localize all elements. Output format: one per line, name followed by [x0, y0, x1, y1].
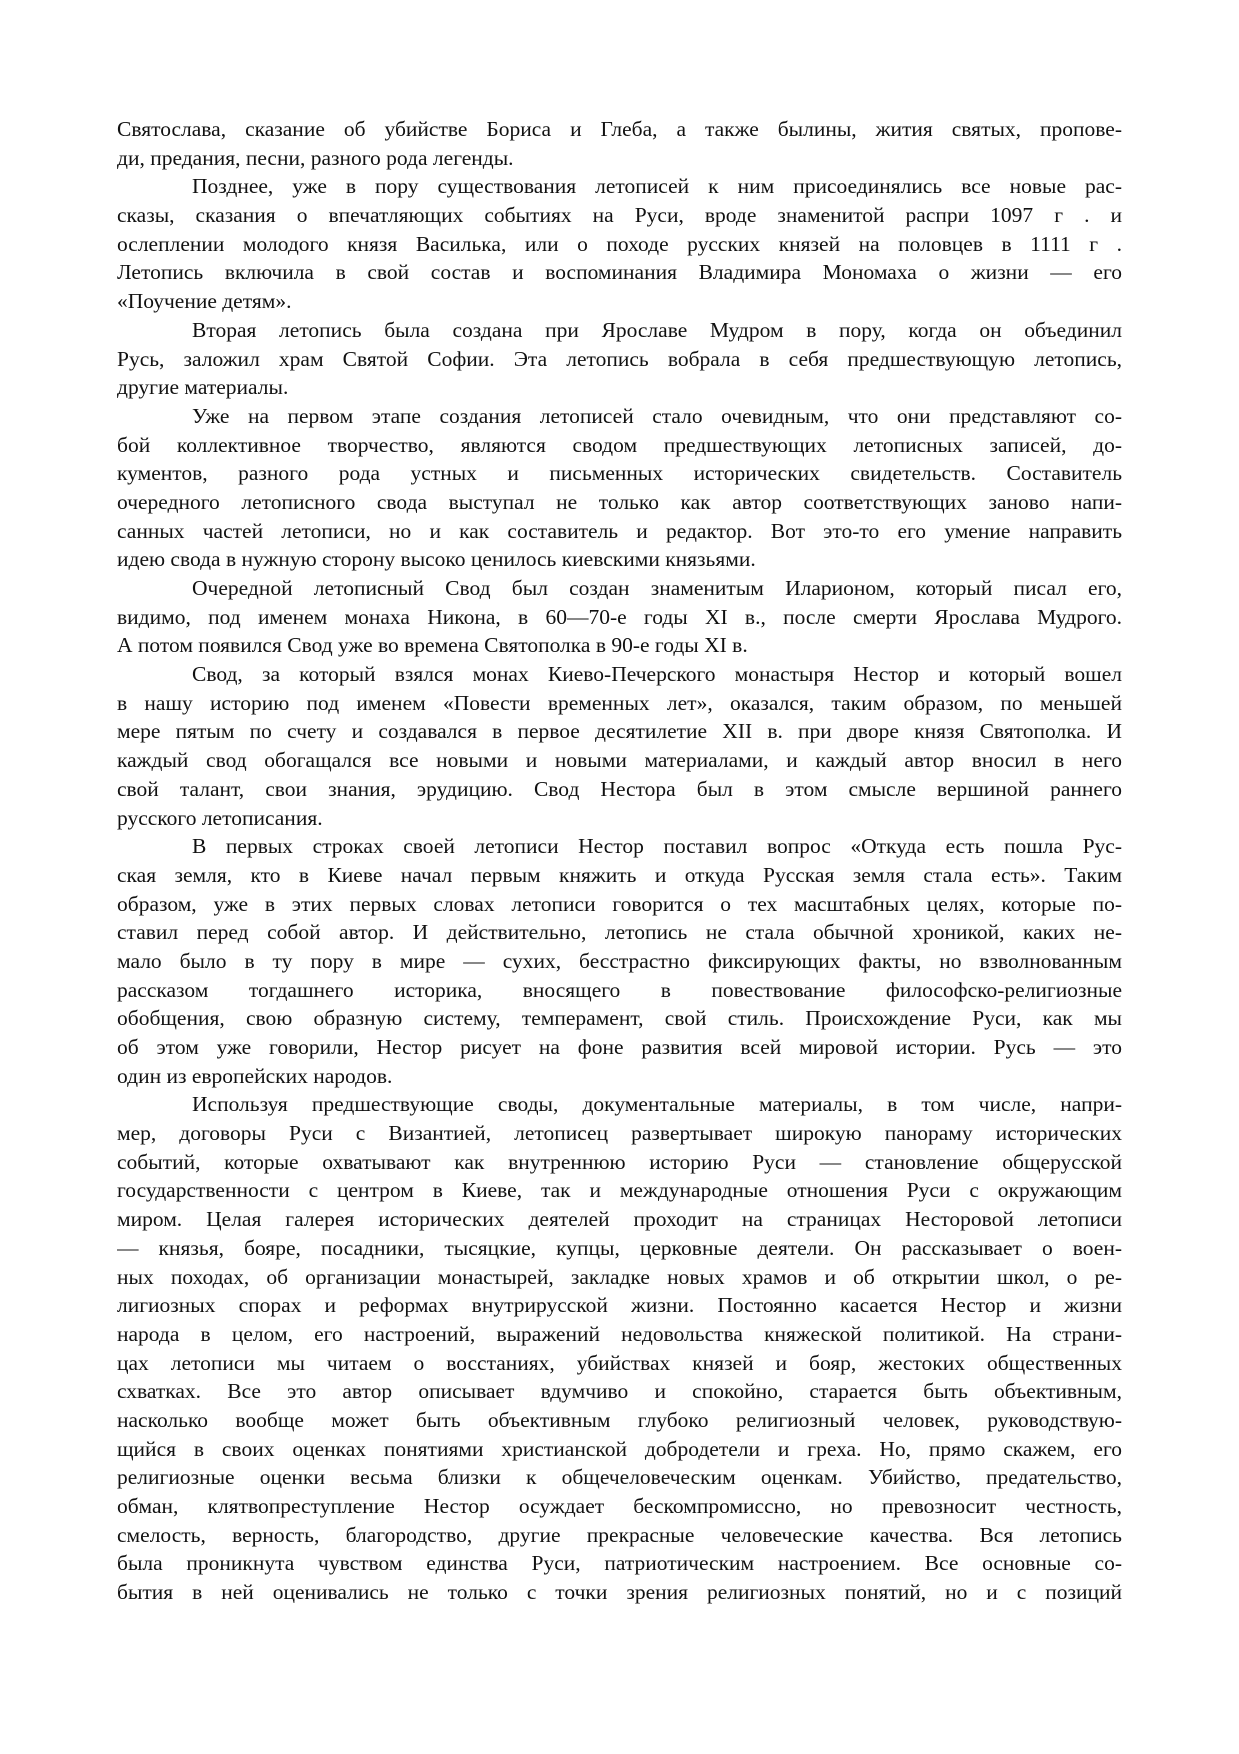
text-line: мер, договоры Руси с Византией, летописец развертывает широкую панораму исторических — [117, 1121, 1122, 1146]
text-line: бытия в ней оценивались не только с точки зрения религиозных понятий, но и с позиций — [117, 1580, 1122, 1605]
text-line: бой коллективное творчество, являются сводом предшествующих летописных записей, до- — [117, 432, 1122, 457]
text-line: схватках. Все это автор описывает вдумчиво и спокойно, старается быть объективным, — [117, 1379, 1122, 1404]
text-line: насколько вообще может быть объективным глубоко религиозный человек, руководствую- — [117, 1407, 1122, 1432]
paragraph-first-line: Используя предшествующие своды, документальные материалы, в том числе, напри- — [192, 1092, 1122, 1117]
text-line: об этом уже говорили, Нестор рисует на фоне развития всей мировой истории. Русь — это — [117, 1035, 1122, 1059]
text-line: рассказом тогдашнего историка, вносящего в повествование философско-религиозные — [117, 977, 1122, 1002]
text-line: щийся в своих оценках понятиями христианской добродетели и греха. Но, прямо скажем, его — [117, 1436, 1122, 1461]
text-line: лигиозных спорах и реформах внутрирусской жизни. Постоянно касается Нестор и жизни — [117, 1293, 1122, 1318]
paragraph-first-line: Свод, за который взялся монах Киево-Печерского монастыря Нестор и который вошел — [192, 662, 1122, 687]
text-line: обобщения, свою образную систему, темперамент, свой стиль. Происхождение Руси, как мы — [117, 1006, 1122, 1031]
paragraph-first-line: В первых строках своей летописи Нестор поставил вопрос «Откуда есть пошла Рус- — [192, 834, 1122, 859]
text-line: образом, уже в этих первых словах летописи говорится о тех масштабных целях, которые по- — [117, 891, 1122, 916]
text-line: государственности с центром в Киеве, так и международные отношения Руси с окружающим — [117, 1178, 1122, 1203]
text-line: каждый свод обогащался все новыми и новыми материалами, и каждый автор вносил в него — [117, 748, 1122, 773]
paragraph-first-line: Очередной летописный Свод был создан знаменитым Иларионом, который писал его, — [192, 576, 1122, 600]
text-line: ди, предания, песни, разного рода легенды. — [117, 145, 514, 170]
text-line: видимо, под именем монаха Никона, в 60—70-е годы XI в., после смерти Ярослава Мудрого. — [117, 604, 1122, 629]
text-line: религиозные оценки весьма близки к общечеловеческим оценкам. Убийство, предательство, — [117, 1465, 1122, 1490]
paragraph-first-line: Вторая летопись была создана при Ярославе Мудром в пору, когда он объединил — [192, 317, 1122, 342]
text-line: смелость, верность, благородство, другие прекрасные человеческие качества. Вся летопись — [117, 1522, 1122, 1547]
text-line: мало было в ту пору в мире — сухих, бесстрастно фиксирующих факты, но взволнованным — [117, 948, 1122, 973]
text-line: идею свода в нужную сторону высоко ценилось киевскими князьями. — [117, 547, 756, 572]
text-line: миром. Целая галерея исторических деятелей проходит на страницах Несторовой летописи — [117, 1207, 1122, 1232]
text-line: событий, которые охватывают как внутреннюю историю Руси — становление общерусской — [117, 1149, 1122, 1174]
text-line: «Поучение детям». — [117, 289, 292, 314]
text-line: один из европейских народов. — [117, 1063, 393, 1088]
text-body — [117, 115, 1122, 1607]
text-line: другие материалы. — [117, 375, 289, 400]
text-line: Летопись включила в свой состав и воспоминания Владимира Мономаха о жизни — его — [117, 260, 1122, 285]
text-line: сказы, сказания о впечатляющих событиях на Руси, вроде знаменитой распри 1097 г . и — [117, 203, 1122, 228]
paragraph-first-line: Позднее, уже в пору существования летописей к ним присоединялись все новые рас- — [192, 174, 1122, 199]
text-line: ставил перед собой автор. И действительно, летопись не стала обычной хроникой, каких не- — [117, 920, 1122, 945]
text-line: цах летописи мы читаем о восстаниях, убийствах князей и бояр, жестоких общественных — [117, 1350, 1122, 1375]
text-line: народа в целом, его настроений, выражений недовольства княжеской политикой. На страни- — [117, 1321, 1122, 1346]
text-line: Русь, заложил храм Святой Софии. Эта летопись вобрала в себя предшествующую летопись, — [117, 346, 1122, 371]
text-line: ных походах, об организации монастырей, закладке новых храмов и об открытии школ, о ре- — [117, 1264, 1122, 1289]
text-line: свой талант, свои знания, эрудицию. Свод Нестора был в этом смысле вершиной раннего — [117, 776, 1122, 801]
text-line: мере пятым по счету и создавался в первое десятилетие XII в. при дворе князя Святополка. И — [117, 719, 1122, 744]
text-line: кументов, разного рода устных и письменных исторических свидетельств. Составитель — [117, 461, 1122, 486]
text-line: А потом появился Свод уже во времена Святополка в 90-е годы XI в. — [117, 633, 748, 658]
text-line: санных частей летописи, но и как составитель и редактор. Вот это-то его умение направить — [117, 518, 1122, 543]
text-line: была проникнута чувством единства Руси, патриотическим настроением. Все основные со- — [117, 1551, 1122, 1576]
text-line: в нашу историю под именем «Повести временных лет», оказался, таким образом, по меньшей — [117, 690, 1122, 715]
text-line: — князья, бояре, посадники, тысяцкие, купцы, церковные деятели. Он рассказывает о воен- — [117, 1235, 1122, 1260]
text-line: обман, клятвопреступление Нестор осуждает бескомпромиссно, но превозносит честность, — [117, 1494, 1122, 1518]
text-line: ская земля, кто в Киеве начал первым княжить и откуда Русская земля стала есть». Таким — [117, 862, 1122, 887]
text-line: русского летописания. — [117, 805, 323, 830]
text-line: ослеплении молодого князя Василька, или о походе русских князей на половцев в 1111 г . — [117, 231, 1122, 256]
text-line: очередного летописного свода выступал не только как автор соответствующих заново напи- — [117, 489, 1122, 514]
paragraph-first-line: Уже на первом этапе создания летописей стало очевидным, что они представляют со- — [192, 403, 1122, 428]
text-line: Святослава, сказание об убийстве Бориса и Глеба, а также былины, жития святых, пропове- — [117, 117, 1122, 141]
